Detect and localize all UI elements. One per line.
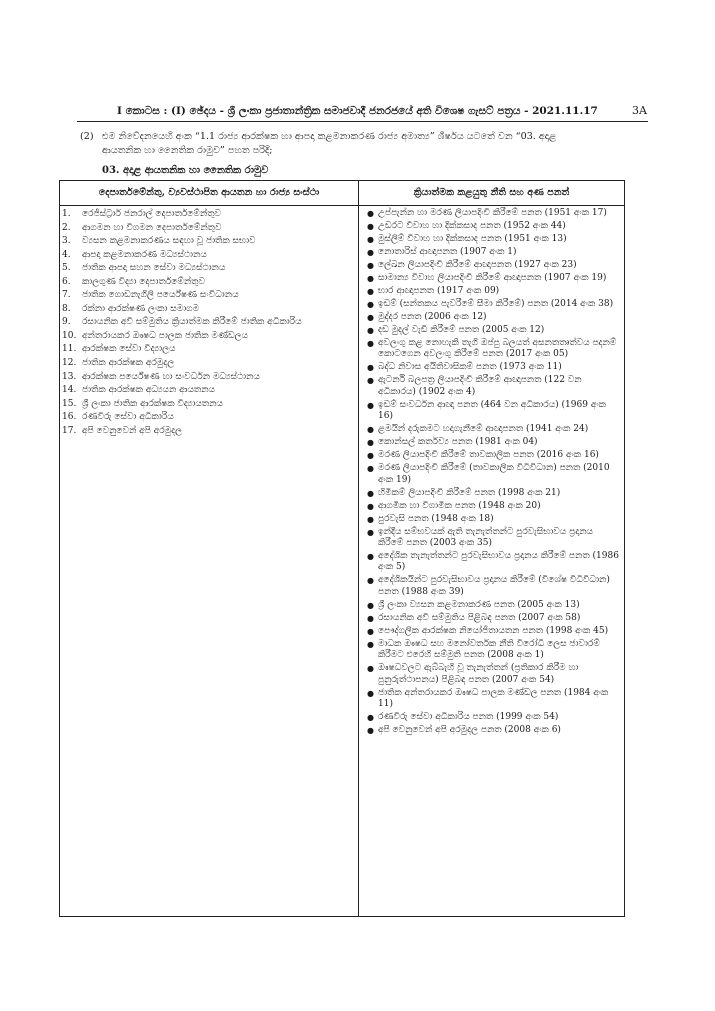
department-item [62,262,352,276]
law-item [366,501,620,512]
law-text: භාර ආඥාපනත (1917 අංක 09) [378,286,500,296]
department-name: රක්නා ආරක්ෂණ ලංකා සමාගම [82,303,200,314]
law-item [366,463,620,486]
bullet-icon: ● [367,339,374,348]
law-item [366,208,620,219]
law-item [366,234,620,245]
law-text: මාධක ඖෂධ සහ මනෝවර්තක නීති විරෝධී ලෙස ජාවාරම් කිරීමට එරෙහි සම්මුති පනත (2008 අංක 1) [378,638,600,661]
department-number: 17. [62,425,77,436]
law-text: ඉඩම් (සන්තකය පැවරීමේ සීමා කිරීමේ) පනත (2014 අංක 38) [378,299,614,309]
bullet-icon: ● [367,326,374,335]
bullet-icon: ● [367,313,374,322]
bullet-icon: ● [367,209,374,218]
department-number: 10. [62,330,77,341]
department-name: ආරක්ෂක සේවා විද්‍යාලය [82,344,176,355]
bullet-icon: ● [367,363,374,373]
bullet-icon: ● [367,552,374,562]
law-text: ඉඩම් සංවර්ධන ආඥා පනත (464 වන අධිකාරය) (1969 අංක 16) [378,399,606,422]
law-item [366,247,620,258]
department-name: ආගමන හා විගමන දෙපාර්තමේන්තුව [82,222,222,233]
law-text: මරණ ලියාපදිංචි කිරීමේ (තාවකාලික විධිවිධාන) පනත (2010 අංක 19) [378,463,610,485]
law-item [366,375,620,398]
bullet-icon: ● [367,626,374,636]
department-item [62,222,352,236]
law-item [366,626,620,637]
department-number: 7. [62,290,71,301]
bullet-icon: ● [367,639,374,649]
bullet-icon: ● [367,235,374,244]
bullet-icon: ● [367,425,374,435]
bullet-icon: ● [367,488,374,498]
law-text: ඖෂධවලට ඇබ්බැහි වූ තැනැත්තන් (ප්‍රතිකාර කිරීම හා පුනුරුත්ථාපනය) පිළිබඳ පනත (2007 අංක 54) [378,663,579,685]
department-item [62,330,352,344]
law-item [366,575,620,598]
department-item [62,357,352,371]
law-item [366,514,620,525]
laws-list [366,208,620,738]
department-number: 1. [62,209,71,219]
bullet-icon: ● [367,300,374,309]
law-item [366,688,620,711]
law-text: අදේශික තැනැත්තන්ට පුරවැසිභාවය ප්‍රදානය කිරීමේ පනත (1986 අංක 5) [378,551,619,573]
department-number: 15. [62,398,77,409]
law-text: කොන්සල් කර්තව්‍ය පනත (1981 අංක 04) [378,437,538,448]
note-text-2: ආයතනික හා නෛතික රාමුව” පහත පරිදි; [102,145,273,156]
department-item [62,235,352,249]
bullet-icon: ● [367,261,374,270]
bullet-icon: ● [367,576,374,586]
amendment-note [80,130,645,158]
law-item [366,613,620,624]
law-text: ආගමික හා විගාමික පනත (1948 අංක 20) [378,500,541,511]
department-number: 6. [62,276,71,287]
header-rule [77,121,648,122]
department-name: ආපදා කළමනාකරණ මධ්‍යස්ථානය [82,249,207,260]
page-number: 3A [632,104,647,117]
law-text: පුරවැසි පනත (1948 අංක 18) [378,513,494,524]
law-item [366,362,620,373]
law-text: මුද්දර පනත (2006 අංක 12) [378,312,487,322]
law-text: අපි වෙනුවෙන් අපි අරමුදල පනත (2008 අංක 6) [378,725,561,736]
law-text: පෞද්ගලික ආරක්ෂක නියෝජිතායතන පනත (1998 අංක 45) [378,625,609,636]
department-name: අපි වෙනුවෙන් අපි අරමුදල [82,425,182,436]
department-item [62,343,352,357]
bullet-icon: ● [367,464,374,474]
law-item [366,488,620,499]
law-item [366,338,620,361]
department-name: රෙජිස්ට්‍රාර් ජනරාල් දෙපාර්තමේන්තුව [82,209,221,219]
section-subheading: 03. අදාළ ආයතනික හා නෛතික රාමුව [102,165,269,176]
bullet-icon: ● [367,664,374,674]
department-name: රණවිරු සේවා අධිකාරිය [82,412,174,423]
law-item [366,527,620,550]
bullet-icon: ● [367,248,374,257]
bullet-icon: ● [367,713,374,723]
department-item [62,208,352,222]
department-number: 9. [62,317,71,328]
department-item [62,411,352,425]
column-divider [358,181,359,916]
bullet-icon: ● [367,726,374,736]
table-header-row [60,181,624,206]
bullet-icon: ● [367,527,374,537]
department-item [62,384,352,398]
law-item [366,221,620,232]
page-header [117,103,647,119]
law-text: බද්ධ නිවාස අයිතිවාසිකම් පනත (1973 අංක 11) [378,362,562,373]
department-name: ජාතික ආරක්ෂක අධ්‍යයන ආයතනය [82,385,216,396]
department-number: 16. [62,412,77,423]
law-item [366,299,620,310]
law-text: නොතාරිස් ආඥාපනත (1907 අංක 1) [378,247,517,257]
law-item [366,273,620,284]
framework-table [59,180,625,917]
bullet-icon: ● [367,451,374,461]
law-item [366,712,620,723]
department-item [62,371,352,385]
department-item [62,398,352,412]
department-item [62,249,352,263]
law-text: රසායනික අවි සම්මුතිය පිළිබඳ පනත (2007 අංක 58) [378,612,581,623]
departments-list [62,208,352,438]
law-item [366,600,620,611]
law-text: ජාතික අන්තරායකර ඖෂධ පාලක මණ්ඩල පනත (1984 අංක 11) [378,687,609,710]
law-item [366,260,620,271]
department-number: 8. [62,303,71,314]
law-text: දඩ මුදල් වැඩි කිරීමේ පනත (2005 අංක 12) [378,325,545,335]
department-name: රසායනික අවි සම්මුතිය ක්‍රියාත්මක කිරීමේ ජාතික අධිකාරිය [82,317,302,328]
department-item [62,316,352,330]
note-line-1 [80,130,645,144]
bullet-icon: ● [367,400,374,410]
law-item [366,312,620,323]
department-number: 11. [62,344,77,355]
department-item [62,276,352,290]
law-text: රණවිරු සේවා අධිකාරිය පනත (1999 අංක 54) [378,712,559,723]
law-item [366,437,620,448]
law-item [366,325,620,336]
header-title: I කොටස : (I) ඡේදය - ශ්‍රී ලංකා ප්‍රජාතාන්ත්‍රික සමාජවාදී ජනරජයේ අති විශෙෂ ගැසට් පත්‍රය - 2021.11.17 [117,105,598,117]
note-number: (2) [80,131,94,142]
law-text: සාමාන්‍ය විවාහ ලියාපදිංචි කිරීමේ ආඥාපනත (1907 අංක 19) [378,273,607,283]
bullet-icon: ● [367,287,374,296]
department-name: ශ්‍රී ලංකා ජාතික ආරක්ෂක විද්‍යායතනය [82,398,223,409]
law-item [366,639,620,662]
department-name: අන්තරායකර ඖෂධ පාලක ජාතික මණ්ඩලය [82,330,248,341]
law-text: උඩරට විවාහ හා දික්කසාද පනත (1952 අංක 44) [378,221,566,231]
law-item [366,725,620,736]
law-text: ඉන්දීය සම්භවයක් ඇති තැනැත්තන්ට පුරවැසිභාවය ප්‍රදානය කිරීමේ පනත (2003 අංක 35) [378,526,593,549]
law-text: උප්පැන්න හා මරණ ලියාපදිංචි කිරීමේ පනත (1951 අංක 17) [378,208,607,218]
note-text-1: එම නිවේදනයෙහි අංක “1.1 රාජ්‍ය ආරක්ෂක හා ආපදා කළමනාකරණ රාජ්‍ය අමාත්‍ය” ශීර්ෂය යටතේ වන “03. අදාළ [102,131,557,142]
department-name: ආරක්ෂක පර්යේෂණ හා සංවර්ධන මධ්‍යස්ථානය [82,371,260,382]
law-text: ලේඛන ලියාපදිංචි කිරීමේ ආඥාපනත (1927 අංක 23) [378,260,577,270]
bullet-icon: ● [367,438,374,448]
department-item [62,425,352,439]
bullet-icon: ● [367,376,374,386]
law-text: ඇටර්නි බලපත්‍ර ලියාපදිංචි කිරීමේ ආඥාපනත (122 වන අධිකාරය) (1902 අංක 4) [378,375,582,397]
department-item [62,303,352,317]
law-item [366,400,620,423]
law-item [366,663,620,686]
law-text: අවලංගු කළ නොහැකි තැගි ඔප්පු බලයත් අසනතතෘත්වය පදනම් කොටගෙන අවලංගු කිරීමේ පනත (2017 අංක 05) [378,338,617,360]
bullet-icon: ● [367,222,374,231]
column-header-departments: දෙපාර්තමේන්තු, ව්‍යවස්ථාපිත ආයතන හා රාජ්‍ය සංස්ථා [98,187,320,198]
department-name: ව්‍යසන කළමනාකරණය සඳහා වූ ජාතික සභාව [82,236,256,247]
law-text: මුස්ලිම් විවාහ හා දික්කසාද පනත (1951 අංක 13) [378,234,567,244]
department-name: කාලගුණ විද්‍යා දෙපාර්තමේන්තුව [82,276,205,287]
law-item [366,450,620,461]
law-item [366,286,620,297]
department-number: 14. [62,385,77,396]
department-number: 3. [62,236,71,247]
department-name: ජාතික ආපදා සහන සේවා මධ්‍යස්ථානය [82,263,226,274]
department-name: ජාතික ආරක්ෂක අරමුදල [82,358,175,369]
law-text: අදේශිකයින්ට පුරවැසිභාවය ප්‍රදානය කිරීමේ (විශේෂ විධිවිධාන) පනත (1988 අංක 39) [378,575,610,597]
department-item [62,289,352,303]
law-text: ශ්‍රී ලංකා ව්‍යසන කළමනාකරණ පනත (2005 අංක 13) [378,599,580,610]
department-number: 12. [62,358,77,369]
department-number: 2. [62,222,71,233]
bullet-icon: ● [367,600,374,610]
bullet-icon: ● [367,501,374,511]
law-text: හිමිකම් ලියාපදිංචි කිරීමේ පනත (1998 අංක 21) [378,487,561,498]
law-text: මරණ ලියාපදිංචි කිරීමේ තාවකාලික පනත (2016 අංක 16) [378,450,599,461]
law-item [366,551,620,574]
bullet-icon: ● [367,274,374,283]
bullet-icon: ● [367,613,374,623]
department-name: ජාතික ගොඩනැගිලි පර්යේෂණ සංවිධානය [82,290,239,301]
department-number: 5. [62,263,71,274]
bullet-icon: ● [367,514,374,524]
column-header-laws: ක්‍රියාත්මක කළයුතු නීති සහ අණ පනත් [413,187,570,198]
law-item [366,424,620,435]
department-number: 13. [62,371,77,382]
department-number: 4. [62,249,71,260]
law-text: ළමයින් දරුකමට හදාගැනීමේ ආඥාපනත (1941 අංක 24) [378,424,589,435]
bullet-icon: ● [367,688,374,698]
